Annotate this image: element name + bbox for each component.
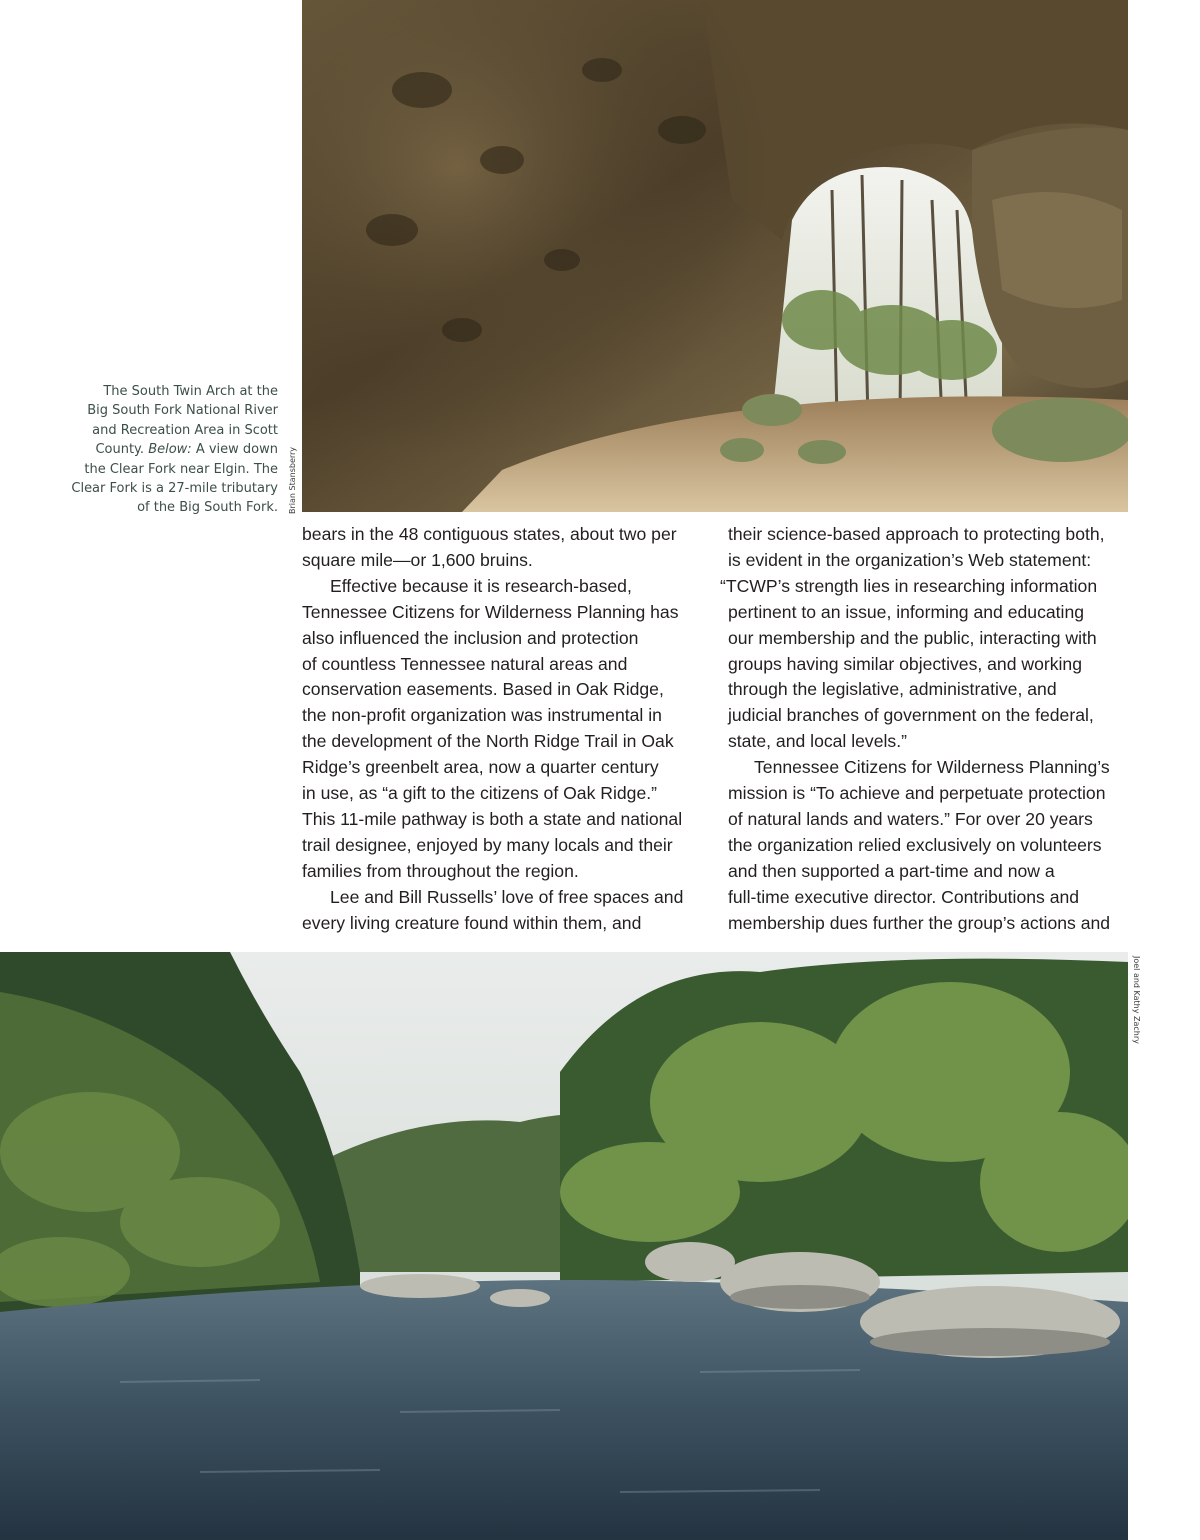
text-line: of countless Tennessee natural areas and: [302, 653, 628, 674]
arch-photo-illustration: [302, 0, 1128, 512]
caption-line: and Recreation Area in Scott: [92, 422, 278, 438]
caption-line: Big South Fork National River: [87, 403, 278, 419]
text-line: full-time executive director. Contributions and: [728, 886, 1080, 907]
text-line: the organization relied exclusively on volunteers: [728, 834, 1102, 855]
caption-line: of the Big South Fork.: [137, 500, 278, 516]
text-line: families from throughout the region.: [302, 860, 579, 881]
text-line: pertinent to an issue, informing and educating: [728, 601, 1085, 622]
text-line: also influenced the inclusion and protection: [302, 627, 639, 648]
caption-italic-text: Below:: [148, 442, 192, 458]
text-line: This 11-mile pathway is both a state and national: [302, 808, 683, 829]
text-line: through the legislative, administrative, and: [728, 679, 1057, 700]
text-line: judicial branches of government on the federal,: [728, 705, 1094, 726]
paragraph-start-line: Effective because it is research-based,: [330, 575, 632, 596]
caption-line: Clear Fork is a 27-mile tributary: [71, 481, 278, 497]
text-line: trail designee, enjoyed by many locals and their: [302, 834, 673, 855]
river-photo: [0, 952, 1128, 1540]
arch-photo: [302, 0, 1128, 512]
text-line: our membership and the public, interacting with: [728, 627, 1097, 648]
river-photo-credit: Joel and Kathy Zachry: [1132, 956, 1141, 1044]
caption-text: A view down: [195, 442, 278, 458]
text-line: is evident in the organization’s Web statement:: [728, 549, 1092, 570]
text-line: in use, as “a gift to the citizens of Oak Ridge.”: [302, 783, 657, 804]
article-column-right: [718, 522, 1138, 937]
caption-text: County.: [95, 442, 145, 458]
article-column-left: [302, 522, 702, 937]
text-line: groups having similar objectives, and working: [728, 653, 1083, 674]
caption-line: the Clear Fork near Elgin. The: [84, 461, 278, 477]
caption-line: [60, 440, 278, 459]
text-line: Tennessee Citizens for Wilderness Planning has: [302, 601, 679, 622]
text-line: state, and local levels.”: [728, 731, 907, 752]
text-line: every living creature found within them, and: [302, 912, 642, 933]
photo-caption: [60, 382, 278, 518]
text-line: mission is “To achieve and perpetuate protection: [728, 783, 1106, 804]
text-line: conservation easements. Based in Oak Ridge,: [302, 679, 664, 700]
text-line: Ridge’s greenbelt area, now a quarter century: [302, 757, 659, 778]
text-line: and then supported a part-time and now a: [728, 860, 1055, 881]
text-line: square mile—or 1,600 bruins.: [302, 549, 533, 570]
text-line: the development of the North Ridge Trail in Oak: [302, 731, 674, 752]
text-line: membership dues further the group’s actions and: [728, 912, 1111, 933]
quote-start-line: “TCWP’s strength lies in researching information: [720, 575, 1098, 596]
river-photo-illustration: [0, 952, 1128, 1540]
paragraph-start-line: Tennessee Citizens for Wilderness Planning’s: [754, 757, 1110, 778]
arch-photo-credit: Brian Stansberry: [288, 446, 297, 514]
paragraph-start-line: Lee and Bill Russells’ love of free spaces and: [330, 886, 684, 907]
text-line: the non-profit organization was instrumental in: [302, 705, 662, 726]
text-line: their science-based approach to protecting both,: [728, 524, 1105, 544]
caption-line: The South Twin Arch at the: [103, 384, 278, 399]
text-line: of natural lands and waters.” For over 20 years: [728, 808, 1093, 829]
text-line: bears in the 48 contiguous states, about two per: [302, 524, 677, 544]
